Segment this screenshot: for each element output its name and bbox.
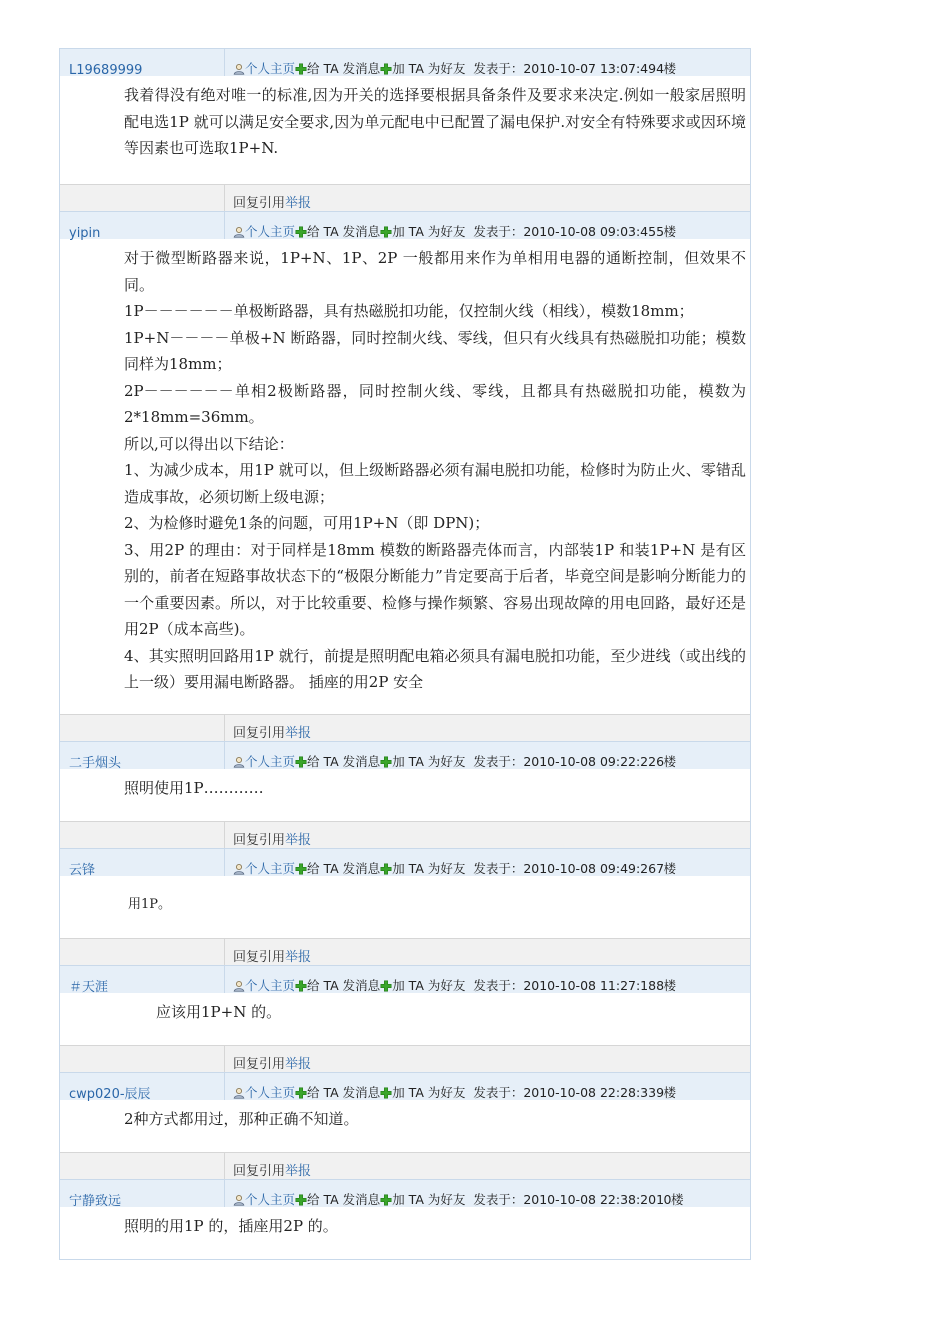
floor-suffix: 楼 <box>663 754 677 769</box>
posted-label: 发表于： <box>473 861 524 876</box>
quote-button[interactable]: 引用 <box>259 196 286 211</box>
user-profile-icon <box>233 1087 245 1099</box>
post-paragraph: 2P－－－－－－单相2极断路器，同时控制火线、零线，且都具有热磁脱扣功能，模数为2*18mm=36mm。 <box>124 381 746 426</box>
post-header <box>60 848 750 876</box>
post-body <box>60 1207 750 1259</box>
post-header <box>60 48 750 76</box>
plus-icon <box>295 756 307 768</box>
plus-icon <box>295 1087 307 1099</box>
post-footer <box>60 1152 750 1179</box>
post-header <box>60 1072 750 1100</box>
profile-link[interactable]: 个人主页 <box>245 861 296 876</box>
posted-label: 发表于： <box>473 224 524 239</box>
reply-button[interactable]: 回复 <box>233 726 260 741</box>
floor-number: 8 <box>656 978 664 993</box>
post-header <box>60 965 750 993</box>
author-cell <box>60 1180 225 1207</box>
author-name[interactable]: ＃天涯 <box>69 980 109 995</box>
footer-left-cell <box>60 1046 225 1072</box>
plus-icon <box>380 226 392 238</box>
post-footer <box>60 714 750 741</box>
post-paragraph: 照明的用1P 的，插座用2P 的。 <box>124 1217 338 1235</box>
send-message-link[interactable]: 给 TA 发消息 <box>307 1192 381 1207</box>
user-profile-icon <box>233 863 245 875</box>
report-button[interactable]: 举报 <box>285 833 312 848</box>
reply-button[interactable]: 回复 <box>233 196 260 211</box>
footer-left-cell <box>60 1153 225 1179</box>
add-friend-link[interactable]: 加 TA 为好友 <box>392 224 466 239</box>
post-body <box>60 876 750 938</box>
post-meta <box>225 49 750 76</box>
post-paragraph: 对于微型断路器来说，1P+N、1P、2P 一般都用来作为单相用电器的通断控制，但效果不同。 <box>124 249 746 294</box>
post-meta <box>225 742 750 769</box>
plus-icon <box>380 980 392 992</box>
send-message-link[interactable]: 给 TA 发消息 <box>307 978 381 993</box>
plus-icon <box>295 63 307 75</box>
add-friend-link[interactable]: 加 TA 为好友 <box>392 754 466 769</box>
post-body <box>60 76 750 184</box>
author-name[interactable]: cwp020-辰辰 <box>69 1087 151 1102</box>
report-button[interactable]: 举报 <box>285 1164 312 1179</box>
post-time: 2010-10-08 09:22:22 <box>523 754 657 769</box>
forum-post <box>60 848 750 965</box>
plus-icon <box>380 1194 392 1206</box>
plus-icon <box>295 980 307 992</box>
post-actions <box>225 939 750 965</box>
profile-link[interactable]: 个人主页 <box>245 1192 296 1207</box>
quote-button[interactable]: 引用 <box>259 950 286 965</box>
author-name[interactable]: 云锋 <box>69 863 96 878</box>
author-name[interactable]: 二手烟头 <box>69 756 122 771</box>
post-paragraph: 照明使用1P………… <box>124 779 264 797</box>
author-name[interactable]: yipin <box>69 226 101 241</box>
post-footer <box>60 821 750 848</box>
forum-thread <box>59 48 751 1260</box>
post-actions <box>225 1153 750 1179</box>
post-time: 2010-10-08 09:49:26 <box>523 861 657 876</box>
post-body <box>60 1100 750 1152</box>
post-paragraph: 1、为减少成本，用1P 就可以，但上级断路器必须有漏电脱扣功能，检修时为防止火、零错乱造成事故，必须切断上级电源； <box>124 461 746 506</box>
add-friend-link[interactable]: 加 TA 为好友 <box>392 978 466 993</box>
post-header <box>60 741 750 769</box>
reply-button[interactable]: 回复 <box>233 833 260 848</box>
send-message-link[interactable]: 给 TA 发消息 <box>307 1085 381 1100</box>
post-paragraph: 我着得没有绝对唯一的标准,因为开关的选择要根据具备条件及要求来决定.例如一般家居照明配电选1P 就可以满足安全要求,因为单元配电中已配置了漏电保护.对安全有特殊要求或因环境等因素也可选取1P+N. <box>124 86 746 157</box>
quote-button[interactable]: 引用 <box>259 1164 286 1179</box>
floor-number: 4 <box>656 61 664 76</box>
user-profile-icon <box>233 1194 245 1206</box>
post-paragraph: 2种方式都用过，那种正确不知道。 <box>124 1110 359 1128</box>
footer-left-cell <box>60 822 225 848</box>
footer-left-cell <box>60 939 225 965</box>
floor-suffix: 楼 <box>671 1192 684 1207</box>
author-name[interactable]: 宁静致远 <box>69 1194 122 1209</box>
floor-suffix: 楼 <box>663 861 677 876</box>
report-button[interactable]: 举报 <box>285 950 312 965</box>
user-profile-icon <box>233 63 245 75</box>
forum-post <box>60 965 750 1072</box>
plus-icon <box>380 1087 392 1099</box>
plus-icon <box>380 863 392 875</box>
post-time: 2010-10-08 11:27:18 <box>523 978 657 993</box>
post-body <box>60 239 750 714</box>
plus-icon <box>380 63 392 75</box>
report-button[interactable]: 举报 <box>285 1057 312 1072</box>
reply-button[interactable]: 回复 <box>233 1057 260 1072</box>
post-actions <box>225 715 750 741</box>
send-message-link[interactable]: 给 TA 发消息 <box>307 61 381 76</box>
post-body <box>60 993 750 1045</box>
posted-label: 发表于： <box>473 61 524 76</box>
author-name[interactable]: L19689999 <box>69 63 143 78</box>
author-cell <box>60 849 225 876</box>
footer-left-cell <box>60 185 225 211</box>
floor-number: 6 <box>656 754 664 769</box>
post-paragraph: 2、为检修时避免1条的问题，可用1P+N（即 DPN)； <box>124 514 490 532</box>
report-button[interactable]: 举报 <box>285 726 312 741</box>
post-paragraph: 1P－－－－－－单极断路器，具有热磁脱扣功能，仅控制火线（相线），模数18mm； <box>124 302 694 320</box>
floor-suffix: 楼 <box>663 1085 677 1100</box>
quote-button[interactable]: 引用 <box>259 726 286 741</box>
quote-button[interactable]: 引用 <box>259 833 286 848</box>
post-actions <box>225 822 750 848</box>
post-meta <box>225 212 750 239</box>
post-paragraph: 应该用1P+N 的。 <box>156 1003 282 1021</box>
post-actions <box>225 1046 750 1072</box>
report-button[interactable]: 举报 <box>285 196 312 211</box>
reply-button[interactable]: 回复 <box>233 1164 260 1179</box>
post-meta <box>225 849 750 876</box>
user-profile-icon <box>233 980 245 992</box>
posted-label: 发表于： <box>473 1085 524 1100</box>
posted-label: 发表于： <box>473 754 524 769</box>
floor-number: 5 <box>656 224 664 239</box>
posted-label: 发表于： <box>473 978 524 993</box>
post-paragraph: 所以,可以得出以下结论： <box>124 434 294 453</box>
profile-link[interactable]: 个人主页 <box>245 1085 296 1100</box>
add-friend-link[interactable]: 加 TA 为好友 <box>392 1192 466 1207</box>
floor-suffix: 楼 <box>663 978 677 993</box>
plus-icon <box>295 1194 307 1206</box>
post-meta <box>225 1180 750 1207</box>
add-friend-link[interactable]: 加 TA 为好友 <box>392 861 466 876</box>
forum-post <box>60 1179 750 1259</box>
send-message-link[interactable]: 给 TA 发消息 <box>307 224 381 239</box>
post-paragraph: 4、其实照明回路用1P 就行，前提是照明配电箱必须具有漏电脱扣功能，至少进线（或出线的上一级）要用漏电断路器。 插座的用2P 安全 <box>124 646 746 691</box>
forum-post <box>60 48 750 211</box>
user-profile-icon <box>233 756 245 768</box>
post-body <box>60 769 750 821</box>
plus-icon <box>380 756 392 768</box>
profile-link[interactable]: 个人主页 <box>245 978 296 993</box>
post-meta <box>225 966 750 993</box>
post-footer <box>60 938 750 965</box>
post-footer <box>60 1045 750 1072</box>
post-header <box>60 211 750 239</box>
post-paragraph: 1P+N－－－－单极+N 断路器，同时控制火线、零线，但只有火线具有热磁脱扣功能；模数同样为18mm； <box>124 328 746 373</box>
floor-suffix: 楼 <box>663 224 677 239</box>
author-cell <box>60 212 225 239</box>
profile-link[interactable]: 个人主页 <box>245 754 296 769</box>
floor-number: 9 <box>656 1085 664 1100</box>
profile-link[interactable]: 个人主页 <box>245 224 296 239</box>
user-profile-icon <box>233 226 245 238</box>
post-header <box>60 1179 750 1207</box>
floor-number: 10 <box>656 1192 671 1207</box>
post-footer <box>60 184 750 211</box>
reply-button[interactable]: 回复 <box>233 950 260 965</box>
forum-post <box>60 1072 750 1179</box>
post-actions <box>225 185 750 211</box>
send-message-link[interactable]: 给 TA 发消息 <box>307 861 381 876</box>
post-paragraph: 用1P。 <box>128 897 172 912</box>
post-time: 2010-10-07 13:07:49 <box>523 61 657 76</box>
post-time: 2010-10-08 22:28:33 <box>523 1085 657 1100</box>
post-time: 2010-10-08 09:03:45 <box>523 224 657 239</box>
post-time: 2010-10-08 22:38:20 <box>523 1192 657 1207</box>
quote-button[interactable]: 引用 <box>259 1057 286 1072</box>
author-cell <box>60 49 225 76</box>
post-paragraph: 3、用2P 的理由：对于同样是18mm 模数的断路器壳体而言，内部装1P 和装1P+N 是有区别的，前者在短路事故状态下的“极限分断能力”肯定要高于后者，毕竟空间是影响分断能力的一个重要因素。所以，对于比较重要、检修与操作频繁、容易出现故障的用电回路，最好还是用2P（成本高些)。 <box>124 540 746 638</box>
author-cell <box>60 1073 225 1100</box>
send-message-link[interactable]: 给 TA 发消息 <box>307 754 381 769</box>
add-friend-link[interactable]: 加 TA 为好友 <box>392 61 466 76</box>
floor-suffix: 楼 <box>663 61 677 76</box>
profile-link[interactable]: 个人主页 <box>245 61 296 76</box>
plus-icon <box>295 226 307 238</box>
forum-post <box>60 741 750 848</box>
posted-label: 发表于： <box>473 1192 524 1207</box>
author-cell <box>60 966 225 993</box>
post-meta <box>225 1073 750 1100</box>
plus-icon <box>295 863 307 875</box>
floor-number: 7 <box>656 861 664 876</box>
footer-left-cell <box>60 715 225 741</box>
author-cell <box>60 742 225 769</box>
forum-post <box>60 211 750 741</box>
add-friend-link[interactable]: 加 TA 为好友 <box>392 1085 466 1100</box>
